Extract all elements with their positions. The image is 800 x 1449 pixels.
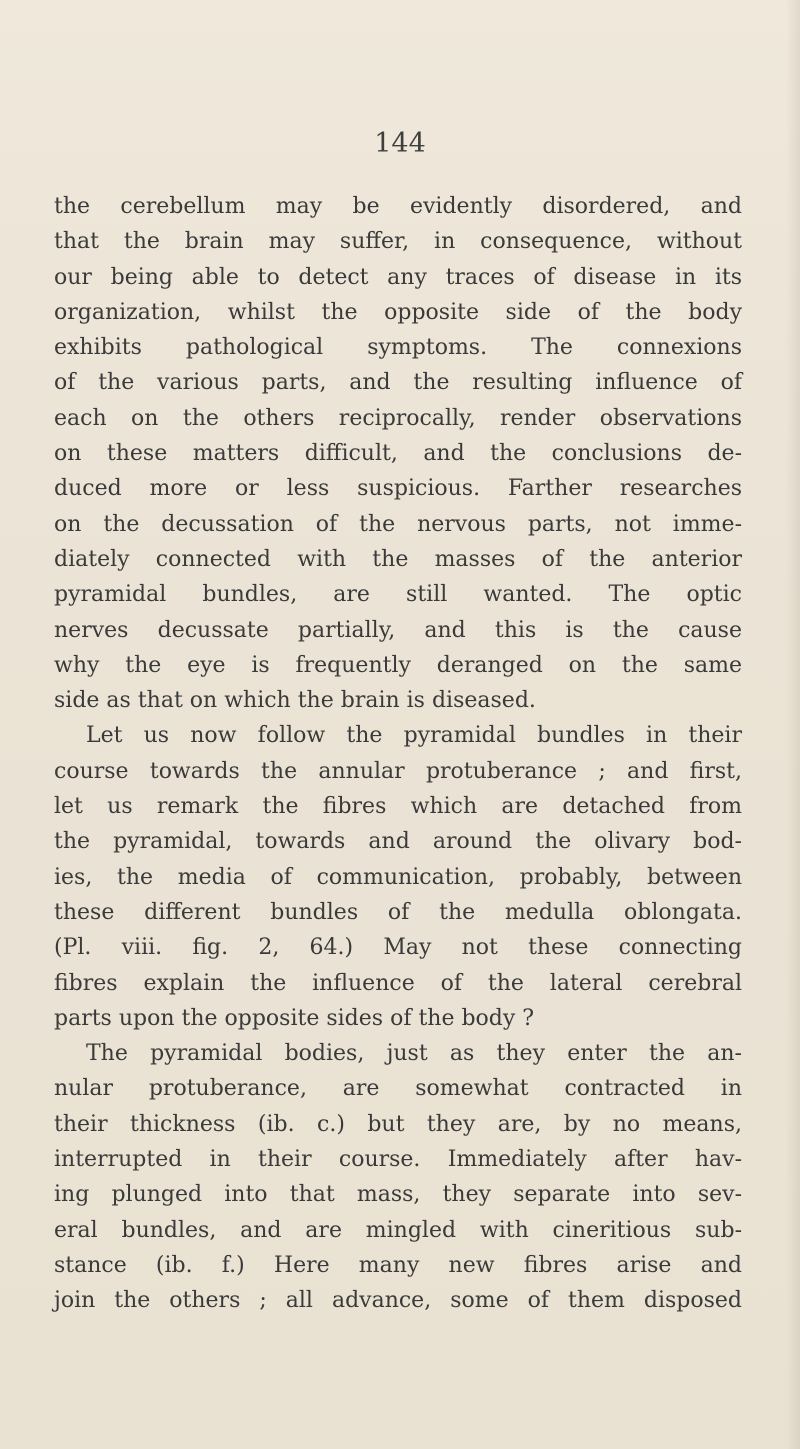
- text-line: eral bundles, and are mingled with cineritious sub-: [54, 1217, 742, 1243]
- text-line: course towards the annular protuberance ; and first,: [54, 758, 742, 784]
- text-line: interrupted in their course. Immediately after hav-: [54, 1147, 742, 1173]
- text-line: side as that on which the brain is diseased.: [54, 688, 536, 714]
- text-line: that the brain may suffer, in consequence, without: [54, 229, 742, 255]
- text-line: fibres explain the influence of the lateral cerebral: [54, 970, 742, 996]
- text-line: on these matters difficult, and the conclusions de-: [54, 441, 742, 467]
- text-line: our being able to detect any traces of disease in its: [54, 264, 742, 290]
- text-line: duced more or less suspicious. Farther researches: [54, 476, 742, 502]
- text-line: ing plunged into that mass, they separate into sev-: [54, 1182, 742, 1208]
- text-line: The pyramidal bodies, just as they enter the an-: [86, 1041, 742, 1067]
- text-line: pyramidal bundles, are still wanted. The optic: [54, 582, 742, 608]
- text-line: the pyramidal, towards and around the olivary bod-: [54, 829, 742, 855]
- text-line: stance (ib. f.) Here many new fibres arise and: [54, 1252, 742, 1278]
- text-line: Let us now follow the pyramidal bundles in their: [86, 723, 742, 749]
- text-line: on the decussation of the nervous parts, not imme-: [54, 511, 742, 537]
- text-line: each on the others reciprocally, render observations: [54, 405, 742, 431]
- text-line: why the eye is frequently deranged on the same: [54, 652, 742, 678]
- text-line: organization, whilst the opposite side of the body: [54, 299, 742, 325]
- text-line: their thickness (ib. c.) but they are, by no means,: [54, 1111, 742, 1137]
- text-line: let us remark the fibres which are detached from: [54, 794, 742, 820]
- text-line: nular protuberance, are somewhat contracted in: [54, 1076, 742, 1102]
- text-line: of the various parts, and the resulting influence of: [54, 370, 742, 396]
- text-line: join the others ; all advance, some of them disposed: [54, 1288, 742, 1314]
- text-line: these different bundles of the medulla oblongata.: [54, 899, 742, 925]
- text-line: (Pl. viii. fig. 2, 64.) May not these connecting: [54, 935, 742, 961]
- text-line: parts upon the opposite sides of the body ?: [54, 1005, 535, 1031]
- text-line: nerves decussate partially, and this is the cause: [54, 617, 742, 643]
- body-text: [54, 189, 742, 1319]
- text-line: diately connected with the masses of the anterior: [54, 546, 742, 572]
- page-number: 144: [374, 128, 426, 159]
- text-line: ies, the media of communication, probably, between: [54, 864, 742, 890]
- text-line: exhibits pathological symptoms. The connexions: [54, 335, 742, 361]
- text-line: the cerebellum may be evidently disordered, and: [54, 194, 742, 219]
- page-edge-shadow: [786, 0, 800, 1449]
